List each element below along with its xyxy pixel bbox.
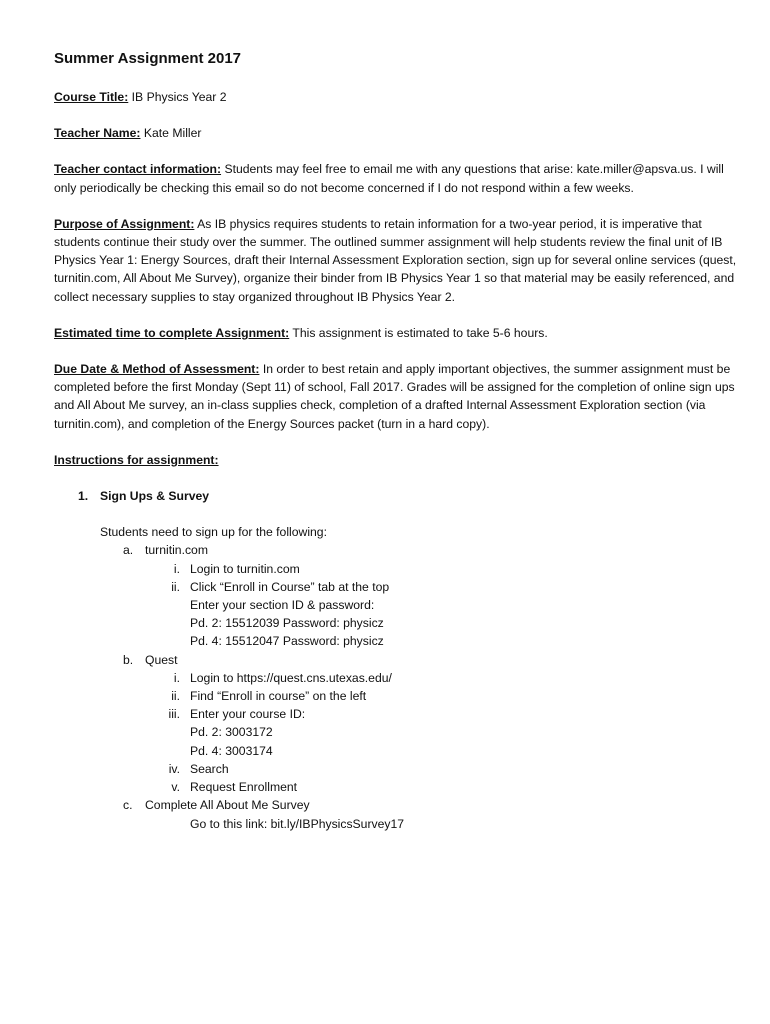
purpose-label: Purpose of Assignment:: [54, 216, 195, 231]
list-item-a-ii: [54, 578, 744, 596]
list-marker-a-ii: ii.: [171, 579, 180, 594]
contact-label: Teacher contact information:: [54, 162, 222, 177]
list-item-a: [54, 541, 744, 559]
list-item-b-cont-1: Pd. 2: 3003172: [190, 725, 273, 740]
course-title-value: IB Physics Year 2: [131, 90, 227, 104]
list-item-b-i: [54, 669, 744, 687]
section-1-heading: [54, 487, 744, 505]
list-item-b-ii-text: Find “Enroll in course” on the left: [190, 689, 367, 704]
list-item-b-ii: [54, 687, 744, 705]
list-item-a-cont-1: Enter your section ID & password:: [190, 598, 375, 613]
document-page: [54, 48, 744, 833]
contact-paragraph: [54, 160, 744, 196]
section-1-title: Sign Ups & Survey: [100, 489, 210, 504]
course-title-label: Course Title:: [54, 90, 129, 104]
list-marker-b-iii: iii.: [168, 707, 180, 722]
teacher-name-label: Teacher Name:: [54, 126, 141, 141]
list-marker-a-i: i.: [173, 561, 180, 576]
list-item-c-cont-1: Go to this link: bit.ly/IBPhysicsSurvey17: [190, 816, 405, 831]
list-marker-c: c.: [123, 798, 133, 813]
list-marker-b-i: i.: [173, 670, 180, 685]
list-item-a-label: turnitin.com: [145, 543, 208, 558]
purpose-text: As IB physics requires students to retain information for a two-year period, it is imperative that students continue their study over the summer. The outlined summer assignment will help students review the final unit of IB Physics Year 1: Energy Sources, draft their Internal Assessment Exploration section, sign up for several online services (quest, turnitin.com, All About Me Survey), organize their binder from IB Physics Year 1 so that material may be easily referenced, and collect necessary supplies to stay organized throughout IB Physics Year 2.: [54, 216, 737, 304]
section-1-number: 1.: [78, 489, 89, 504]
list-marker-a: a.: [123, 543, 134, 558]
list-item-b-iv-text: Search: [190, 761, 229, 776]
list-item-c: [54, 796, 744, 814]
list-item-b-v: [54, 778, 744, 796]
list-item-c-label: Complete All About Me Survey: [145, 798, 310, 813]
contact-text: Students may feel free to email me with any questions that arise: kate.miller@apsva.us. I will only periodically be checking this email so do not become concerned if I do not respond within a few weeks.: [54, 162, 724, 195]
course-title-line: [54, 88, 744, 106]
list-item-b-i-text: Login to https://quest.cns.utexas.edu/: [190, 670, 392, 685]
list-marker-b-ii: ii.: [171, 689, 180, 704]
due-paragraph: [54, 360, 744, 433]
instructions-heading: Instructions for assignment:: [54, 452, 219, 467]
list-item-a-ii-text: Click “Enroll in Course” tab at the top: [190, 579, 390, 594]
list-item-b-iv: [54, 760, 744, 778]
list-item-b-iii: [54, 705, 744, 723]
time-text: This assignment is estimated to take 5-6 hours.: [292, 325, 548, 340]
list-item-b-label: Quest: [145, 652, 178, 667]
time-label: Estimated time to complete Assignment:: [54, 325, 290, 340]
purpose-paragraph: [54, 215, 744, 306]
list-item-a-cont-2: Pd. 2: 15512039 Password: physicz: [190, 616, 384, 631]
list-item-b-iii-text: Enter your course ID:: [190, 707, 306, 722]
list-marker-b: b.: [123, 652, 134, 667]
page-title: Summer Assignment 2017: [54, 50, 242, 67]
time-paragraph: [54, 324, 744, 342]
due-label: Due Date & Method of Assessment:: [54, 362, 260, 377]
list-item-a-cont-3: Pd. 4: 15512047 Password: physicz: [190, 634, 384, 649]
teacher-name-value: Kate Miller: [143, 126, 202, 141]
list-item-b: [54, 651, 744, 669]
list-item-b-cont-2: Pd. 4: 3003174: [190, 743, 273, 758]
due-text: In order to best retain and apply important objectives, the summer assignment must be completed before the first Monday (Sept 11) of school, Fall 2017. Grades will be assigned for the completion of online sign ups and All About Me survey, an in-class supplies check, completion of a drafted Internal Assessment Exploration section (via turnitin.com), and completion of the Energy Sources packet (turn in a hard copy).: [54, 362, 735, 431]
list-marker-b-iv: iv.: [168, 761, 180, 776]
teacher-name-line: [54, 124, 744, 142]
section-1-intro: Students need to sign up for the following:: [100, 525, 327, 540]
list-item-a-i: [54, 560, 744, 578]
list-item-a-i-text: Login to turnitin.com: [190, 561, 300, 576]
list-item-b-v-text: Request Enrollment: [190, 780, 298, 795]
list-marker-b-v: v.: [171, 780, 180, 795]
